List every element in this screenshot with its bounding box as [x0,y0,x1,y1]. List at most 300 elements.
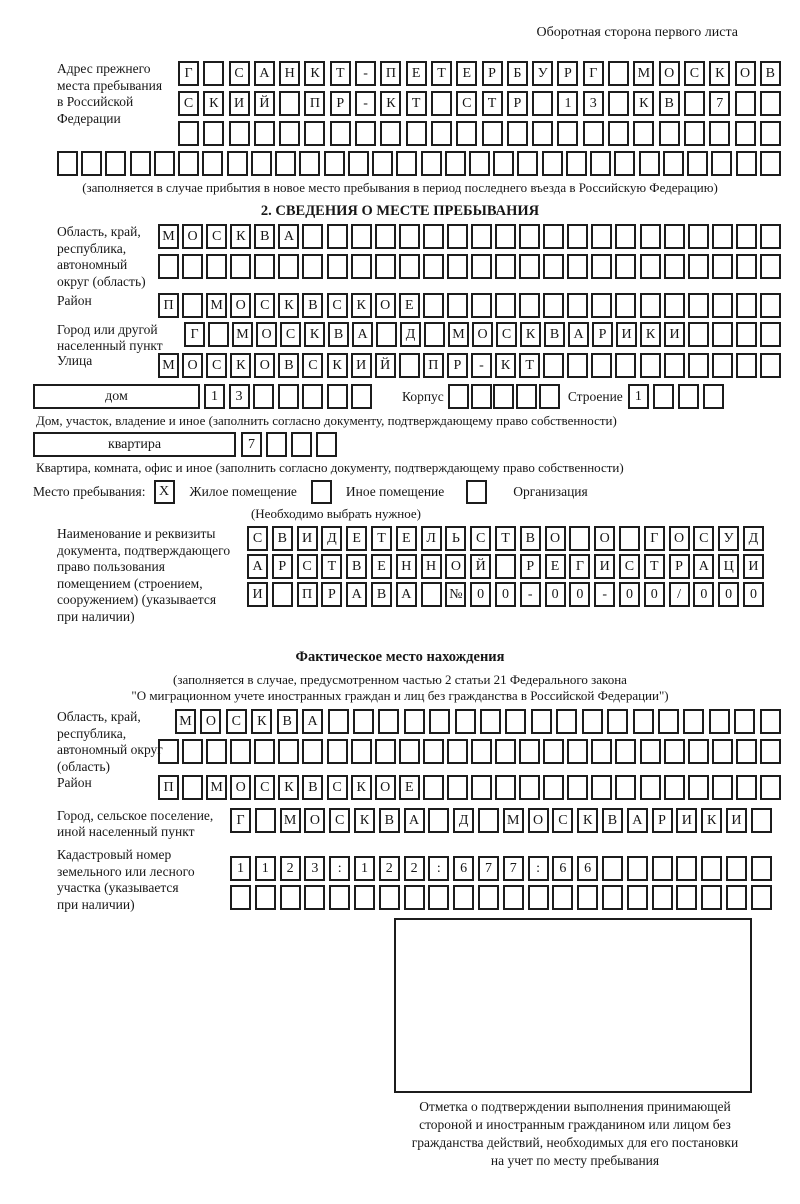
char-cell[interactable] [447,775,468,800]
char-cell[interactable] [376,322,397,347]
char-cell[interactable] [208,322,229,347]
char-cell[interactable] [567,353,588,378]
char-cell[interactable] [688,353,709,378]
char-cell[interactable] [471,739,492,764]
char-cell[interactable] [351,384,372,409]
char-cell[interactable] [614,151,635,176]
char-cell[interactable] [676,856,697,881]
char-cell[interactable] [299,151,320,176]
char-cell[interactable] [736,293,757,318]
char-cell[interactable] [726,885,747,910]
char-cell[interactable]: У [532,61,553,86]
char-cell[interactable]: А [247,554,268,579]
char-cell[interactable] [760,739,781,764]
char-cell[interactable] [455,709,476,734]
char-cell[interactable] [178,151,199,176]
char-cell[interactable] [583,121,604,146]
char-cell[interactable] [567,293,588,318]
char-cell[interactable]: М [206,775,227,800]
char-cell[interactable]: О [230,293,251,318]
char-cell[interactable]: 0 [545,582,566,607]
char-cell[interactable] [424,322,445,347]
char-cell[interactable] [633,121,654,146]
char-cell[interactable] [516,384,537,409]
char-cell[interactable] [701,856,722,881]
char-cell[interactable] [726,856,747,881]
char-cell[interactable] [532,91,553,116]
char-cell[interactable]: Й [470,554,491,579]
char-cell[interactable]: О [256,322,277,347]
char-cell[interactable]: Р [507,91,528,116]
char-cell[interactable]: О [375,293,396,318]
char-cell[interactable]: Р [447,353,468,378]
char-cell[interactable] [519,775,540,800]
char-cell[interactable] [591,224,612,249]
char-cell[interactable]: Т [495,526,516,551]
char-cell[interactable] [556,709,577,734]
char-cell[interactable]: Т [644,554,665,579]
char-cell[interactable]: К [709,61,730,86]
char-cell[interactable] [495,254,516,279]
char-cell[interactable]: В [544,322,565,347]
char-cell[interactable]: 0 [644,582,665,607]
char-cell[interactable]: С [297,554,318,579]
char-cell[interactable]: В [272,526,293,551]
char-cell[interactable] [227,151,248,176]
char-cell[interactable]: : [329,856,350,881]
char-cell[interactable] [688,775,709,800]
char-cell[interactable] [251,151,272,176]
char-cell[interactable] [493,384,514,409]
char-cell[interactable]: Д [321,526,342,551]
char-cell[interactable]: К [380,91,401,116]
char-cell[interactable]: - [355,61,376,86]
char-cell[interactable]: Г [583,61,604,86]
char-cell[interactable] [471,224,492,249]
char-cell[interactable]: К [577,808,598,833]
char-cell[interactable] [615,293,636,318]
char-cell[interactable] [736,739,757,764]
char-cell[interactable] [423,293,444,318]
char-cell[interactable] [664,353,685,378]
char-cell[interactable] [302,224,323,249]
char-cell[interactable]: К [230,353,251,378]
char-cell[interactable] [608,121,629,146]
char-cell[interactable]: Р [330,91,351,116]
char-cell[interactable]: С [280,322,301,347]
char-cell[interactable]: Б [507,61,528,86]
char-cell[interactable] [736,224,757,249]
char-cell[interactable]: 0 [470,582,491,607]
char-cell[interactable]: К [640,322,661,347]
char-cell[interactable]: К [351,775,372,800]
char-cell[interactable] [304,121,325,146]
char-cell[interactable]: Ц [718,554,739,579]
char-cell[interactable] [517,151,538,176]
char-cell[interactable] [372,151,393,176]
char-cell[interactable]: В [379,808,400,833]
char-cell[interactable] [279,121,300,146]
char-cell[interactable] [471,293,492,318]
char-cell[interactable] [230,885,251,910]
char-cell[interactable] [615,353,636,378]
char-cell[interactable]: И [351,353,372,378]
char-cell[interactable] [709,709,730,734]
char-cell[interactable] [471,384,492,409]
char-cell[interactable]: Т [519,353,540,378]
char-cell[interactable] [760,91,781,116]
char-cell[interactable] [302,384,323,409]
char-cell[interactable]: А [693,554,714,579]
char-cell[interactable] [230,739,251,764]
char-cell[interactable]: С [302,353,323,378]
char-cell[interactable]: Е [456,61,477,86]
char-cell[interactable]: К [230,224,251,249]
char-cell[interactable] [531,709,552,734]
char-cell[interactable] [687,151,708,176]
char-cell[interactable] [404,709,425,734]
char-cell[interactable] [543,293,564,318]
char-cell[interactable]: Г [644,526,665,551]
char-cell[interactable] [678,384,699,409]
char-cell[interactable] [266,432,287,457]
char-cell[interactable]: А [302,709,323,734]
char-cell[interactable] [354,885,375,910]
char-cell[interactable]: 7 [241,432,262,457]
char-cell[interactable] [328,709,349,734]
char-cell[interactable] [404,885,425,910]
char-cell[interactable] [182,739,203,764]
char-cell[interactable]: С [496,322,517,347]
char-cell[interactable]: - [471,353,492,378]
char-cell[interactable]: С [229,61,250,86]
char-cell[interactable]: 3 [304,856,325,881]
char-cell[interactable]: С [327,293,348,318]
char-cell[interactable] [712,293,733,318]
char-cell[interactable] [316,432,337,457]
char-cell[interactable] [543,775,564,800]
char-cell[interactable] [591,293,612,318]
char-cell[interactable] [760,322,781,347]
char-cell[interactable] [406,121,427,146]
char-cell[interactable] [375,254,396,279]
char-cell[interactable] [664,293,685,318]
char-cell[interactable] [760,254,781,279]
char-cell[interactable]: Т [330,61,351,86]
char-cell[interactable] [543,224,564,249]
char-cell[interactable] [658,709,679,734]
char-cell[interactable] [327,384,348,409]
char-cell[interactable] [375,224,396,249]
char-cell[interactable]: С [178,91,199,116]
char-cell[interactable] [633,709,654,734]
char-cell[interactable] [348,151,369,176]
char-cell[interactable] [615,775,636,800]
char-cell[interactable]: О [182,224,203,249]
char-cell[interactable] [399,739,420,764]
char-cell[interactable] [569,526,590,551]
char-cell[interactable] [329,885,350,910]
char-cell[interactable] [760,151,781,176]
char-cell[interactable]: О [659,61,680,86]
char-cell[interactable] [640,775,661,800]
char-cell[interactable] [255,808,276,833]
char-cell[interactable] [619,526,640,551]
char-cell[interactable]: Р [557,61,578,86]
char-cell[interactable] [591,775,612,800]
char-cell[interactable] [154,151,175,176]
char-cell[interactable] [447,224,468,249]
char-cell[interactable] [712,322,733,347]
char-cell[interactable] [254,121,275,146]
char-cell[interactable]: О [230,775,251,800]
char-cell[interactable] [602,885,623,910]
char-cell[interactable]: Д [453,808,474,833]
char-cell[interactable]: К [354,808,375,833]
char-cell[interactable]: К [327,353,348,378]
char-cell[interactable]: М [158,353,179,378]
char-cell[interactable]: Т [482,91,503,116]
char-cell[interactable] [683,709,704,734]
char-cell[interactable] [278,384,299,409]
char-cell[interactable]: Р [321,582,342,607]
char-cell[interactable] [688,293,709,318]
char-cell[interactable] [379,885,400,910]
char-cell[interactable]: К [701,808,722,833]
char-cell[interactable]: П [158,293,179,318]
char-cell[interactable]: Н [396,554,417,579]
char-cell[interactable]: С [456,91,477,116]
char-cell[interactable]: П [423,353,444,378]
char-cell[interactable]: К [278,775,299,800]
char-cell[interactable] [557,121,578,146]
char-cell[interactable]: М [158,224,179,249]
char-cell[interactable] [453,885,474,910]
char-cell[interactable] [291,432,312,457]
char-cell[interactable]: Е [346,526,367,551]
char-cell[interactable] [206,739,227,764]
char-cell[interactable]: Т [321,554,342,579]
char-cell[interactable] [684,121,705,146]
char-cell[interactable] [751,885,772,910]
char-cell[interactable] [304,885,325,910]
char-cell[interactable]: Г [178,61,199,86]
char-cell[interactable]: 7 [478,856,499,881]
char-cell[interactable]: Н [421,554,442,579]
char-cell[interactable]: С [206,224,227,249]
char-cell[interactable] [607,709,628,734]
char-cell[interactable] [279,91,300,116]
char-cell[interactable] [519,224,540,249]
char-cell[interactable]: И [664,322,685,347]
char-cell[interactable] [158,254,179,279]
char-cell[interactable] [712,353,733,378]
char-cell[interactable] [456,121,477,146]
char-cell[interactable] [627,885,648,910]
char-cell[interactable] [495,293,516,318]
char-cell[interactable]: И [229,91,250,116]
char-cell[interactable] [278,254,299,279]
char-cell[interactable]: 1 [230,856,251,881]
char-cell[interactable] [445,151,466,176]
char-cell[interactable]: П [380,61,401,86]
char-cell[interactable] [278,739,299,764]
char-cell[interactable] [640,254,661,279]
char-cell[interactable]: И [676,808,697,833]
char-cell[interactable] [327,254,348,279]
char-cell[interactable]: 1 [628,384,649,409]
char-cell[interactable] [567,254,588,279]
char-cell[interactable]: Т [431,61,452,86]
char-cell[interactable] [735,91,756,116]
char-cell[interactable]: 1 [354,856,375,881]
char-cell[interactable] [734,709,755,734]
char-cell[interactable]: Г [569,554,590,579]
char-cell[interactable] [760,709,781,734]
char-cell[interactable]: 0 [569,582,590,607]
char-cell[interactable]: Ь [445,526,466,551]
char-cell[interactable]: / [669,582,690,607]
char-cell[interactable] [701,885,722,910]
char-cell[interactable] [507,121,528,146]
char-cell[interactable] [539,384,560,409]
char-cell[interactable]: И [594,554,615,579]
char-cell[interactable]: 3 [229,384,250,409]
char-cell[interactable]: В [254,224,275,249]
char-cell[interactable]: 6 [453,856,474,881]
char-cell[interactable]: М [175,709,196,734]
char-cell[interactable] [591,353,612,378]
char-cell[interactable]: Е [396,526,417,551]
char-cell[interactable]: В [328,322,349,347]
char-cell[interactable] [519,293,540,318]
char-cell[interactable] [659,121,680,146]
char-cell[interactable]: К [520,322,541,347]
char-cell[interactable]: А [346,582,367,607]
char-cell[interactable]: Р [482,61,503,86]
char-cell[interactable]: 0 [693,582,714,607]
char-cell[interactable] [324,151,345,176]
char-cell[interactable]: У [718,526,739,551]
char-cell[interactable] [590,151,611,176]
char-cell[interactable]: С [247,526,268,551]
char-cell[interactable]: М [232,322,253,347]
char-cell[interactable] [353,709,374,734]
char-cell[interactable]: Р [669,554,690,579]
char-cell[interactable] [602,856,623,881]
char-cell[interactable]: М [633,61,654,86]
char-cell[interactable]: Й [254,91,275,116]
char-cell[interactable]: И [743,554,764,579]
char-cell[interactable]: В [659,91,680,116]
char-cell[interactable] [567,224,588,249]
char-cell[interactable] [736,254,757,279]
char-cell[interactable]: К [203,91,224,116]
char-cell[interactable]: С [329,808,350,833]
char-cell[interactable] [760,775,781,800]
char-cell[interactable]: Л [421,526,442,551]
char-cell[interactable]: Е [545,554,566,579]
char-cell[interactable]: 0 [619,582,640,607]
char-cell[interactable] [615,224,636,249]
char-cell[interactable] [664,224,685,249]
char-cell[interactable] [478,808,499,833]
char-cell[interactable] [57,151,78,176]
char-cell[interactable] [608,61,629,86]
char-cell[interactable] [351,739,372,764]
char-cell[interactable] [428,885,449,910]
char-cell[interactable]: С [552,808,573,833]
char-cell[interactable] [567,739,588,764]
char-cell[interactable] [542,151,563,176]
char-cell[interactable] [203,121,224,146]
char-cell[interactable] [351,254,372,279]
char-cell[interactable]: В [602,808,623,833]
char-cell[interactable]: 6 [577,856,598,881]
char-cell[interactable] [543,739,564,764]
char-cell[interactable]: : [528,856,549,881]
char-cell[interactable] [469,151,490,176]
char-cell[interactable] [503,885,524,910]
char-cell[interactable]: 1 [204,384,225,409]
dom-box[interactable]: дом [33,384,200,409]
char-cell[interactable]: 7 [503,856,524,881]
char-cell[interactable]: Й [375,353,396,378]
char-cell[interactable] [130,151,151,176]
char-cell[interactable]: А [568,322,589,347]
char-cell[interactable]: Р [272,554,293,579]
char-cell[interactable] [615,254,636,279]
char-cell[interactable] [688,224,709,249]
char-cell[interactable]: О [254,353,275,378]
char-cell[interactable] [203,61,224,86]
char-cell[interactable] [684,91,705,116]
char-cell[interactable]: В [302,293,323,318]
char-cell[interactable]: Д [400,322,421,347]
char-cell[interactable] [423,739,444,764]
char-cell[interactable]: С [254,293,275,318]
char-cell[interactable] [760,293,781,318]
char-cell[interactable]: К [278,293,299,318]
char-cell[interactable]: В [520,526,541,551]
char-cell[interactable] [399,353,420,378]
char-cell[interactable] [552,885,573,910]
char-cell[interactable] [302,739,323,764]
char-cell[interactable] [751,856,772,881]
char-cell[interactable] [351,224,372,249]
char-cell[interactable] [423,775,444,800]
char-cell[interactable] [495,775,516,800]
char-cell[interactable] [495,554,516,579]
char-cell[interactable]: С [619,554,640,579]
char-cell[interactable] [653,384,674,409]
char-cell[interactable] [640,739,661,764]
char-cell[interactable]: - [355,91,376,116]
char-cell[interactable] [482,121,503,146]
char-cell[interactable]: С [206,353,227,378]
char-cell[interactable]: С [254,775,275,800]
char-cell[interactable] [421,582,442,607]
char-cell[interactable] [577,885,598,910]
char-cell[interactable]: М [280,808,301,833]
char-cell[interactable]: Р [652,808,673,833]
char-cell[interactable]: 2 [404,856,425,881]
char-cell[interactable]: К [633,91,654,116]
char-cell[interactable]: О [304,808,325,833]
char-cell[interactable] [760,353,781,378]
char-cell[interactable] [543,353,564,378]
char-cell[interactable] [664,254,685,279]
